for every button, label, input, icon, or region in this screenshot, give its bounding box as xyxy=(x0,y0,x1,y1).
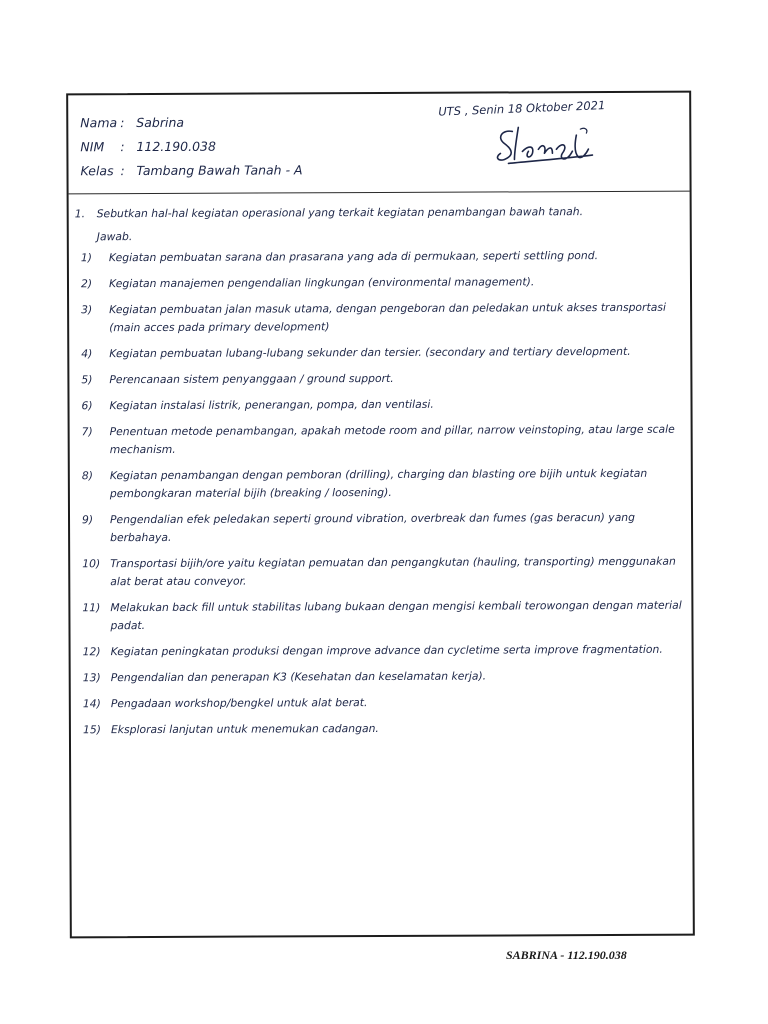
item-text: Transportasi bijih/ore yaitu kegiatan pemuatan dan pengangkutan (hauling, transporting) menggunakan alat berat atau conveyor. xyxy=(110,554,676,589)
item-number: 4) xyxy=(81,347,93,361)
list-item xyxy=(76,597,684,636)
item-number: 6) xyxy=(81,399,93,413)
list-item xyxy=(76,509,684,548)
item-text: Melakukan back fill untuk stabilitas lubang bukaan dengan mengisi kembali terowongan dengan material padat. xyxy=(110,598,682,633)
exam-date-line: UTS , Senin 18 Oktober 2021 xyxy=(438,98,606,119)
item-number: 7) xyxy=(81,425,93,439)
item-text: Eksplorasi lanjutan untuk menemukan cadangan. xyxy=(110,722,379,737)
list-item xyxy=(76,465,684,504)
colon: : xyxy=(120,139,125,155)
colon: : xyxy=(120,115,125,131)
question xyxy=(75,203,683,223)
list-item xyxy=(77,641,685,662)
question-text: Sebutkan hal-hal kegiatan operasional yang terkait kegiatan penambangan bawah tanah. xyxy=(96,205,584,221)
item-number: 14) xyxy=(82,697,101,711)
item-number: 1) xyxy=(80,251,92,265)
footer-label: SABRINA - 112.190.038 xyxy=(506,948,627,962)
list-item xyxy=(77,693,685,714)
list-item xyxy=(77,667,685,688)
name-label: Nama xyxy=(80,115,118,131)
item-text: Kegiatan peningkatan produksi dengan improve advance dan cycletime serta improve fragmentation. xyxy=(110,642,663,659)
nim-value: 112.190.038 xyxy=(136,138,216,155)
list-item xyxy=(75,369,683,390)
list-item xyxy=(76,553,684,592)
class-label: Kelas xyxy=(80,163,114,179)
list-item xyxy=(75,299,683,338)
item-number: 13) xyxy=(82,671,101,685)
item-text: Perencanaan sistem penyanggaan / ground support. xyxy=(109,371,394,387)
list-item xyxy=(75,343,683,364)
class-row xyxy=(80,158,302,183)
item-text: Kegiatan penambangan dengan pemboran (drilling), charging dan blasting ore bijih untuk kegiatan pembongkaran material bijih (breaking / loosening). xyxy=(109,466,648,501)
item-text: Kegiatan pembuatan sarana dan prasarana yang ada di permukaan, seperti settling pond. xyxy=(108,249,599,265)
item-text: Pengendalian efek peledakan seperti ground vibration, overbreak dan fumes (gas beracun) yang berbahaya. xyxy=(109,510,636,545)
item-number: 11) xyxy=(82,601,101,615)
answer-label: Jawab. xyxy=(96,230,133,244)
item-text: Kegiatan manajemen pengendalian lingkungan (environmental management). xyxy=(108,275,535,291)
colon: : xyxy=(120,163,125,179)
item-number: 15) xyxy=(82,723,101,737)
item-text: Pengendalian dan penerapan K3 (Kesehatan dan keselamatan kerja). xyxy=(110,669,487,685)
class-value: Tambang Bawah Tanah - A xyxy=(136,162,303,179)
item-number: 12) xyxy=(82,645,101,659)
signature-icon xyxy=(488,119,598,169)
question-number: 1. xyxy=(74,207,86,221)
item-text: Penentuan metode penambangan, apakah metode room and pillar, narrow veinstoping, atau large scale mechanism. xyxy=(109,422,675,457)
item-number: 3) xyxy=(81,303,93,317)
item-number: 10) xyxy=(82,557,101,571)
list-item xyxy=(75,247,683,268)
answer-sheet xyxy=(66,91,695,939)
list-item xyxy=(75,273,683,294)
item-text: Kegiatan pembuatan lubang-lubang sekunder dan tersier. (secondary and tertiary development. xyxy=(109,344,631,361)
sheet-header xyxy=(68,93,689,195)
student-identity xyxy=(80,110,302,183)
item-text: Pengadaan workshop/bengkel untuk alat berat. xyxy=(110,696,368,711)
name-value: Sabrina xyxy=(136,114,185,131)
list-item xyxy=(75,395,683,416)
list-item xyxy=(77,719,685,740)
answer-content xyxy=(75,203,685,748)
name-row xyxy=(80,110,302,135)
nim-label: NIM xyxy=(80,139,105,155)
nim-row xyxy=(80,134,302,159)
list-item xyxy=(76,421,684,460)
answer-list xyxy=(75,247,685,740)
item-number: 2) xyxy=(80,277,93,291)
item-number: 8) xyxy=(81,469,93,483)
item-text: Kegiatan pembuatan jalan masuk utama, dengan pengeboran dan peledakan untuk akses transportasi (main acces pada primary development) xyxy=(109,300,666,335)
item-number: 5) xyxy=(81,373,93,387)
item-number: 9) xyxy=(81,513,94,527)
item-text: Kegiatan instalasi listrik, penerangan, pompa, dan ventilasi. xyxy=(109,397,434,413)
